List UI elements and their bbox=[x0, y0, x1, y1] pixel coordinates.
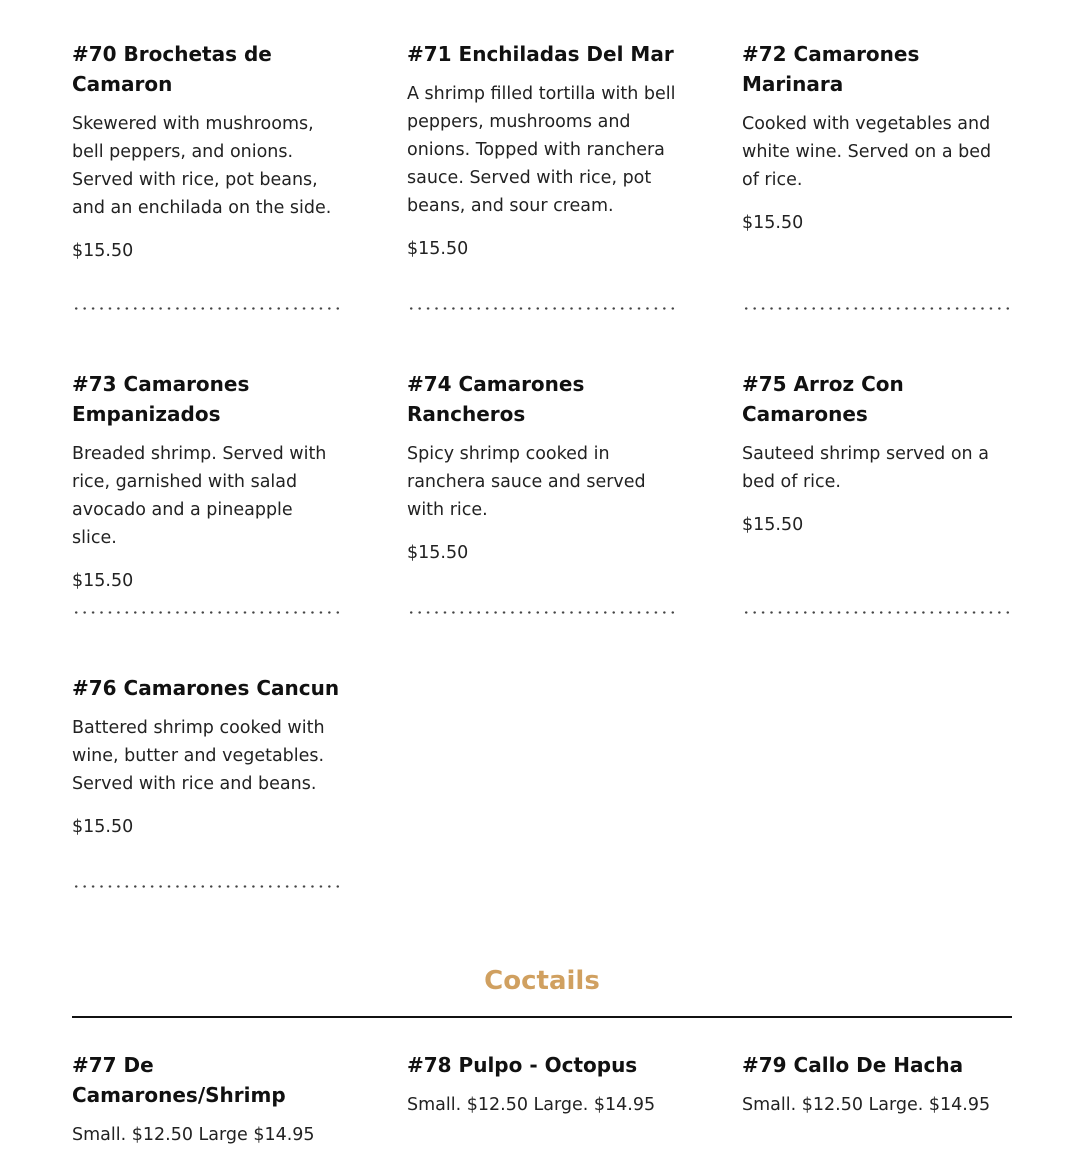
menu-item-76 bbox=[72, 673, 342, 839]
menu-item-description: Battered shrimp cooked with wine, butter and vegetables. Served with rice and beans. bbox=[72, 718, 325, 794]
menu-item-price: $15.50 bbox=[742, 515, 804, 535]
section-title-coctails: Coctails bbox=[484, 966, 600, 996]
menu-item-description: Small. $12.50 Large $14.95 bbox=[72, 1125, 315, 1145]
menu-item-title: #72 Camarones Marinara bbox=[742, 42, 920, 96]
menu-row-1 bbox=[72, 39, 1012, 263]
menu-item-77 bbox=[72, 1050, 342, 1149]
menu-item-74 bbox=[407, 369, 677, 593]
menu-item-title: #71 Enchiladas Del Mar bbox=[407, 42, 674, 66]
menu-item-description: Breaded shrimp. Served with rice, garnished with salad avocado and a pineapple slice. bbox=[72, 444, 327, 548]
menu-item-price: $15.50 bbox=[72, 817, 134, 837]
menu-item-79 bbox=[742, 1050, 1012, 1149]
menu-item-title: #77 De Camarones/Shrimp bbox=[72, 1053, 286, 1107]
menu-row-2 bbox=[72, 369, 1012, 593]
dotted-divider bbox=[407, 307, 677, 310]
menu-item-price: $15.50 bbox=[407, 543, 469, 563]
dotted-divider bbox=[72, 611, 342, 614]
dotted-divider bbox=[72, 885, 342, 888]
menu-item-price: $15.50 bbox=[742, 213, 804, 233]
menu-item-title: #79 Callo De Hacha bbox=[742, 1053, 964, 1077]
menu-item-description: Sauteed shrimp served on a bed of rice. bbox=[742, 444, 989, 492]
dotted-divider bbox=[742, 611, 1012, 614]
menu-item-description: A shrimp filled tortilla with bell peppers, mushrooms and onions. Topped with ranchera sauce. Served with rice, pot beans, and sour cream. bbox=[407, 84, 676, 216]
menu-item-title: #70 Brochetas de Camaron bbox=[72, 42, 272, 96]
menu-item-title: #76 Camarones Cancun bbox=[72, 676, 340, 700]
menu-item-description: Small. $12.50 Large. $14.95 bbox=[742, 1095, 991, 1115]
menu-item-description: Cooked with vegetables and white wine. Served on a bed of rice. bbox=[742, 114, 992, 190]
menu-row-3 bbox=[72, 673, 1012, 839]
menu-item-78 bbox=[407, 1050, 677, 1149]
menu-item-71 bbox=[407, 39, 677, 263]
dotted-divider bbox=[72, 307, 342, 310]
menu-item-title: #78 Pulpo - Octopus bbox=[407, 1053, 638, 1077]
menu-item-description: Skewered with mushrooms, bell peppers, and onions. Served with rice, pot beans, and an enchilada on the side. bbox=[72, 114, 332, 218]
menu-item-price: $15.50 bbox=[407, 239, 469, 259]
menu-item-70 bbox=[72, 39, 342, 263]
coctails-row bbox=[72, 1050, 1012, 1149]
menu-item-description: Small. $12.50 Large. $14.95 bbox=[407, 1095, 656, 1115]
menu-item-price: $15.50 bbox=[72, 571, 134, 591]
dotted-divider bbox=[407, 611, 677, 614]
menu-item-title: #75 Arroz Con Camarones bbox=[742, 372, 904, 426]
menu-item-title: #74 Camarones Rancheros bbox=[407, 372, 585, 426]
menu-item-75 bbox=[742, 369, 1012, 593]
menu-item-73 bbox=[72, 369, 342, 593]
menu-item-title: #73 Camarones Empanizados bbox=[72, 372, 250, 426]
menu-item-price: $15.50 bbox=[72, 241, 134, 261]
section-divider bbox=[72, 1016, 1012, 1018]
menu-item-72 bbox=[742, 39, 1012, 263]
menu-item-description: Spicy shrimp cooked in ranchera sauce and served with rice. bbox=[407, 444, 646, 520]
dotted-divider bbox=[742, 307, 1012, 310]
